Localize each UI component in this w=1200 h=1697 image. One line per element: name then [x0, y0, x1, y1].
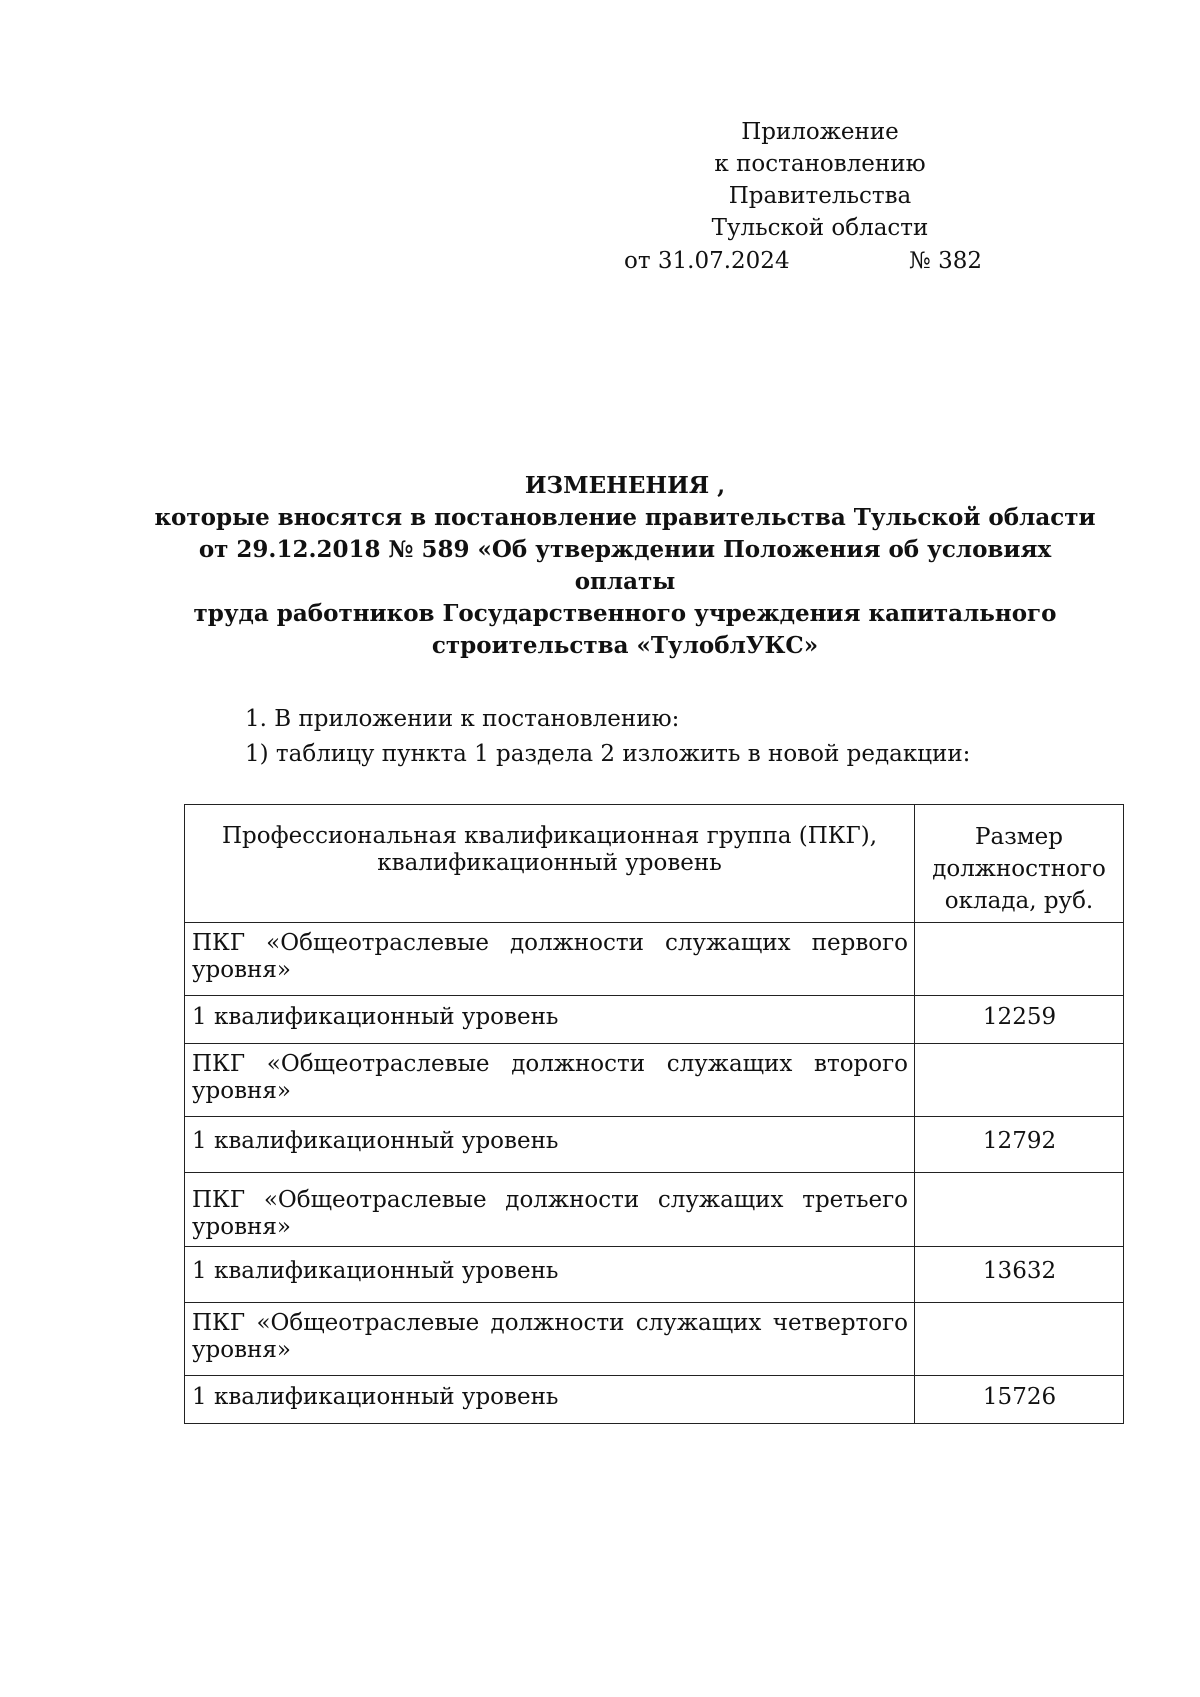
table-row-level [185, 1376, 1124, 1424]
header-text: Размер [975, 824, 1063, 850]
group-name-cell: ПКГ «Общеотраслевые должности служащих первого уровня» [185, 923, 915, 996]
level-name-cell: 1 квалификационный уровень [185, 1117, 915, 1173]
table-row-group [185, 1044, 1124, 1117]
document-date: от 31.07.2024 [624, 248, 790, 274]
empty-amount-cell [915, 1044, 1124, 1117]
group-name-cell: ПКГ «Общеотраслевые должности служащих третьего уровня» [185, 1173, 915, 1247]
paragraph: 1) таблицу пункта 1 раздела 2 изложить в новой редакции: [245, 741, 971, 767]
header-text: оклада, руб. [944, 888, 1094, 914]
appendix-header [620, 116, 1020, 244]
level-name-cell: 1 квалификационный уровень [185, 996, 915, 1044]
table-row-group [185, 923, 1124, 996]
table-row-level [185, 996, 1124, 1044]
group-name-cell: ПКГ «Общеотраслевые должности служащих второго уровня» [185, 1044, 915, 1117]
header-text: квалификационный уровень [377, 850, 722, 876]
salary-table [184, 804, 1124, 1424]
title-line: от 29.12.2018 № 589 «Об утверждении Положения об условиях оплаты [198, 536, 1052, 595]
header-text: должностного [932, 856, 1106, 882]
amount-cell: 12792 [915, 1117, 1124, 1173]
level-name-cell: 1 квалификационный уровень [185, 1376, 915, 1424]
table-row-level [185, 1247, 1124, 1303]
table-row-group [185, 1303, 1124, 1376]
title-line: которые вносятся в постановление правительства Тульской области [154, 504, 1096, 531]
title-line: труда работников Государственного учреждения капитального [193, 600, 1057, 627]
table-header-row [185, 805, 1124, 923]
document-title [150, 470, 1100, 662]
appendix-line: Приложение [741, 119, 899, 145]
appendix-line: к постановлению Правительства [714, 151, 926, 209]
header-group-column [185, 805, 915, 923]
amount-cell: 15726 [915, 1376, 1124, 1424]
empty-amount-cell [915, 923, 1124, 996]
paragraph: 1. В приложении к постановлению: [245, 706, 680, 732]
header-text: Профессиональная квалификационная группа (ПКГ), [221, 823, 878, 849]
header-amount-column [915, 805, 1124, 923]
table-row-group [185, 1173, 1124, 1247]
table-row-level [185, 1117, 1124, 1173]
document-number: № 382 [909, 248, 982, 274]
amount-cell: 13632 [915, 1247, 1124, 1303]
group-name-cell: ПКГ «Общеотраслевые должности служащих четвертого уровня» [185, 1303, 915, 1376]
empty-amount-cell [915, 1303, 1124, 1376]
level-name-cell: 1 квалификационный уровень [185, 1247, 915, 1303]
title-line: ИЗМЕНЕНИЯ , [524, 472, 726, 499]
empty-amount-cell [915, 1173, 1124, 1247]
amount-cell: 12259 [915, 996, 1124, 1044]
appendix-line: Тульской области [711, 215, 929, 241]
title-line: строительства «ТулоблУКС» [431, 632, 819, 659]
